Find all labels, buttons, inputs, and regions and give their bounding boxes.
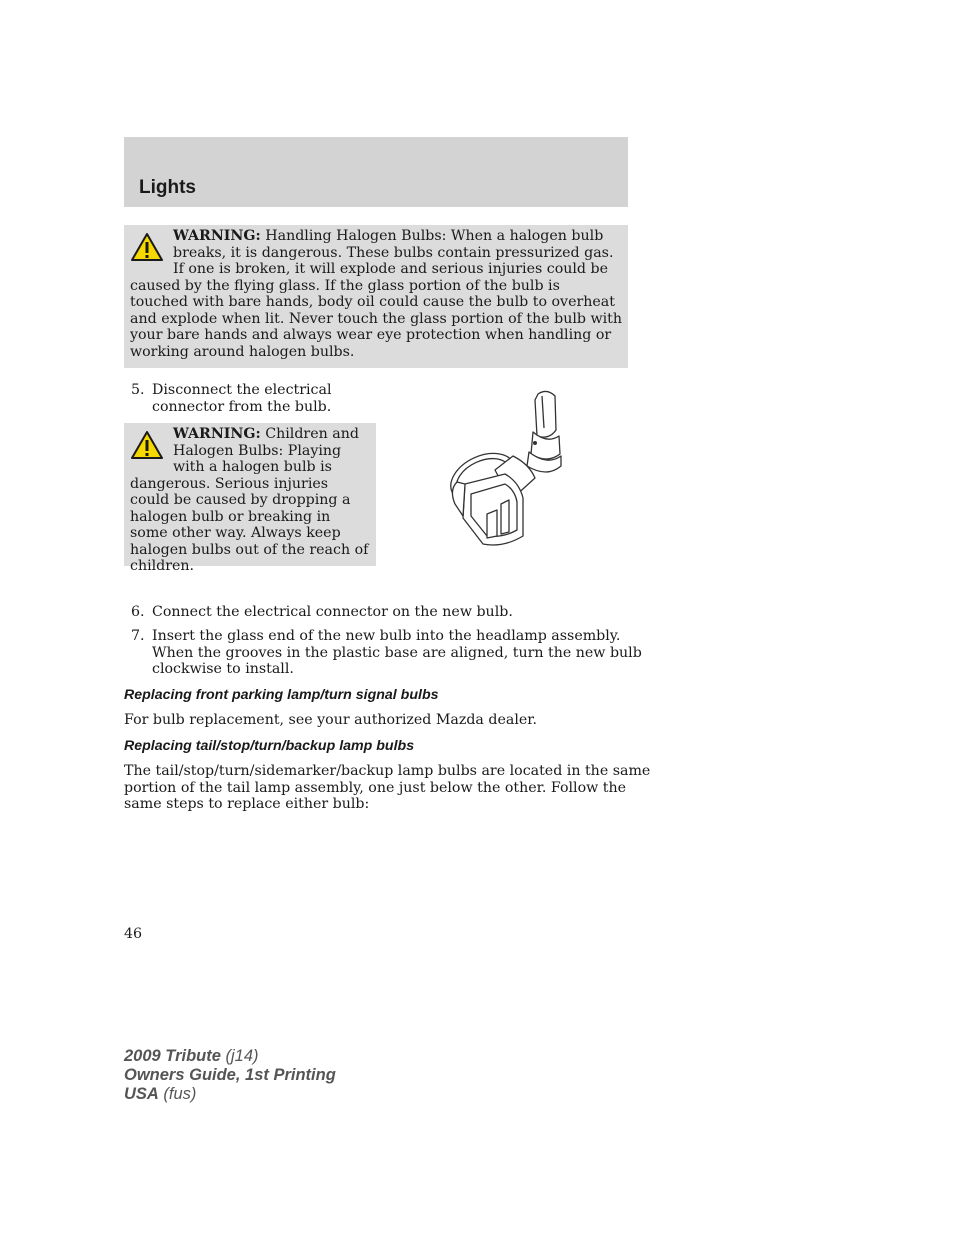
step-text [152, 628, 642, 678]
footer-model-code: (j14) [220, 1047, 259, 1065]
step-number: 7. [131, 628, 145, 644]
step-line: When the grooves in the plastic base are aligned, turn the new bulb [152, 644, 642, 661]
warning-text [130, 228, 622, 360]
step-line: Insert the glass end of the new bulb into the headlamp assembly. [152, 628, 621, 644]
page-number: 46 [124, 926, 143, 942]
footer-model: 2009 Tribute [124, 1047, 221, 1065]
step-text [152, 382, 332, 415]
warning-triangle-icon [130, 232, 164, 262]
document-footer [124, 1047, 336, 1104]
warning-body: Handling Halogen Bulbs: When a halogen bulb breaks, it is dangerous. These bulbs contain pressurized gas. If one is broken, it will explode and serious injuries could be caused by the flying glass. If the glass portion of the bulb is touched with bare hands, body oil could cause the bulb to overheat and explode when lit. Never touch the glass portion of the bulb with your bare hands and always wear eye protection when handling or working around halogen bulbs. [130, 228, 622, 360]
paragraph-line: same steps to replace either bulb: [124, 796, 370, 812]
paragraph-front-parking: For bulb replacement, see your authorized Mazda dealer. [124, 712, 537, 728]
step-text: Connect the electrical connector on the new bulb. [152, 604, 513, 620]
warning-label: WARNING: [173, 228, 261, 244]
paragraph-line: portion of the tail lamp assembly, one just below the other. Follow the [124, 779, 627, 796]
footer-market-code: (fus) [158, 1085, 197, 1103]
subheading-front-parking: Replacing front parking lamp/turn signal bulbs [124, 687, 439, 703]
step-line: clockwise to install. [152, 661, 294, 677]
page-title: Lights [139, 177, 196, 198]
halogen-bulb-illustration [443, 386, 563, 552]
warning-body: Children and Halogen Bulbs: Playing with a halogen bulb is dangerous. Serious injuries could be caused by dropping a halogen bulb or breaking in some other way. Always keep halogen bulbs out of the reach of children. [130, 426, 369, 574]
paragraph-line: The tail/stop/turn/sidemarker/backup lamp bulbs are located in the same [124, 763, 651, 779]
section-header [124, 137, 628, 207]
warning-children-halogen [124, 423, 376, 574]
footer-edition: Owners Guide, 1st Printing [124, 1066, 336, 1084]
footer-market: USA [124, 1085, 159, 1103]
warning-text [130, 426, 370, 575]
warning-halogen-handling [124, 225, 628, 368]
step-line: connector from the bulb. [152, 398, 332, 415]
warning-label: WARNING: [173, 426, 261, 442]
step-line: Disconnect the electrical [152, 382, 332, 398]
subheading-tail-lamp: Replacing tail/stop/turn/backup lamp bulbs [124, 738, 415, 754]
paragraph-tail-lamp [124, 763, 650, 813]
step-number: 6. [131, 604, 145, 620]
step-number: 5. [131, 382, 145, 398]
warning-triangle-icon [130, 430, 164, 460]
